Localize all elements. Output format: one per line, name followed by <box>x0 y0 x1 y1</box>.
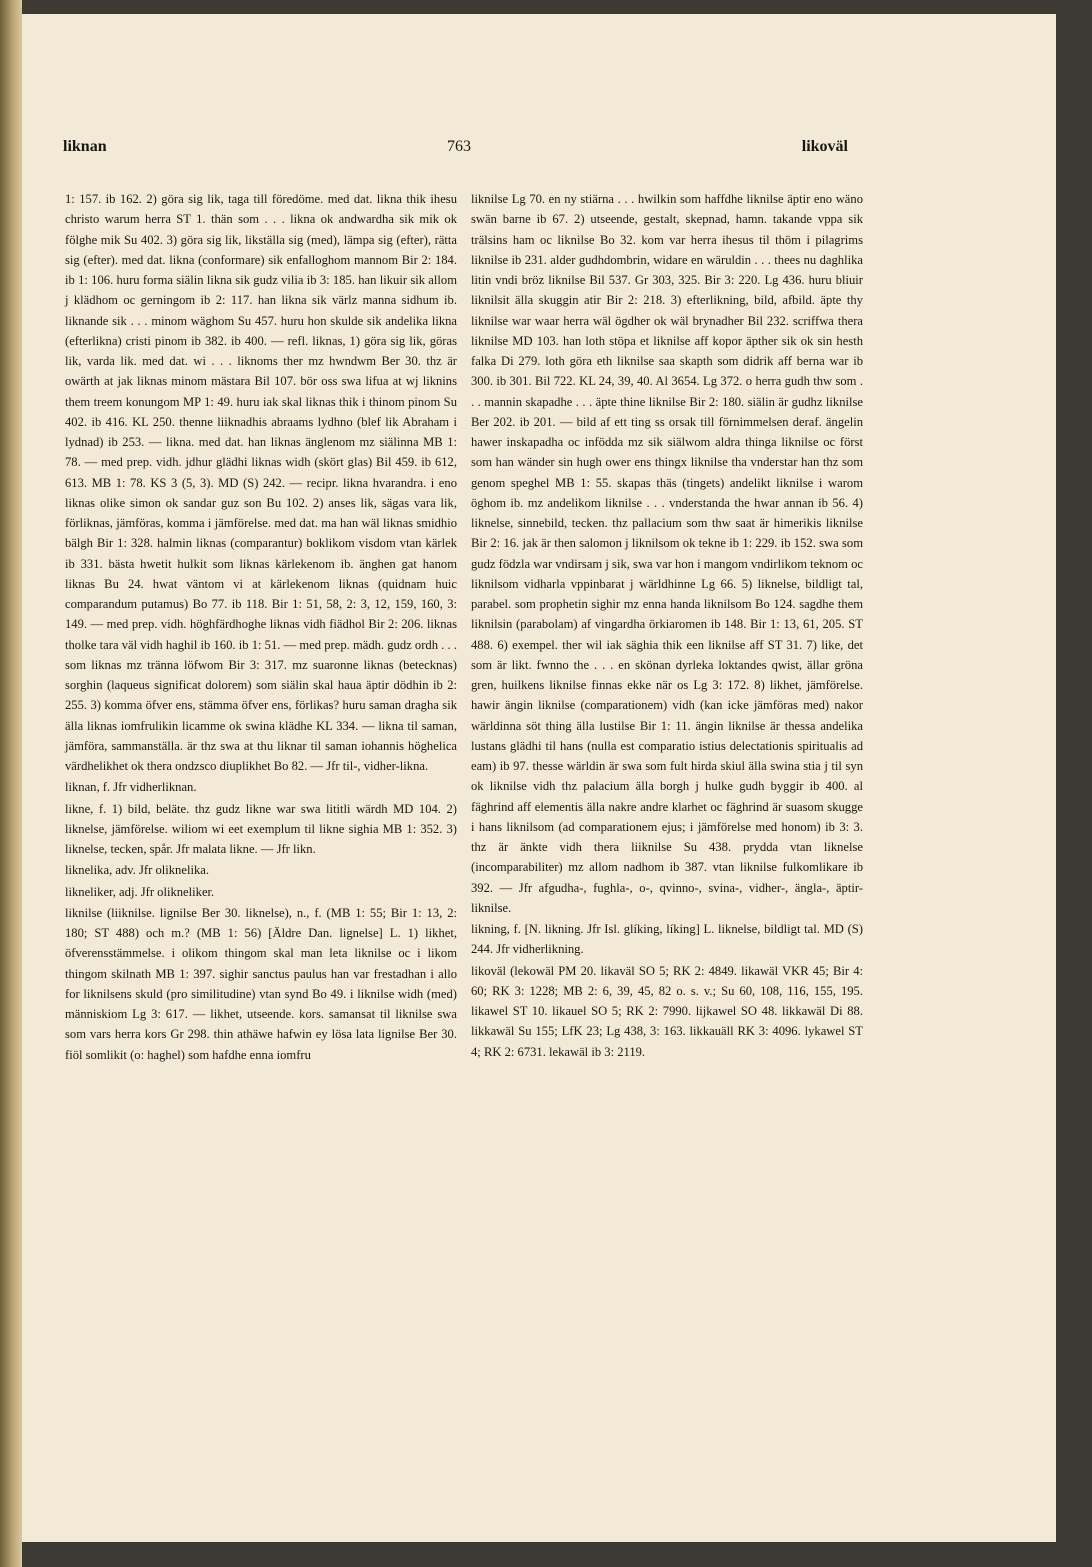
entry-continuation-liknilse: liknilse Lg 70. en ny stiärna . . . hwilkin som haffdhe liknilse äptir eno wäno swän barne ib 67. 2) utseende, gestalt, skepnad, hamn. takande vppa sik trälsins ham oc liknilse Bo 32. kom var herra ihesus til thöm i pilagrims liknilse ib 231. alder gudhdombrin, widare en wäruldin . . . thees nu daghlika litin vndi bröz liknilse Bil 537. Gr 303, 325. Bir 3: 220. Lg 436. huru bliuir liknilsit älla skuggin atir Bir 2: 218. 3) efterlikning, bild, afbild. äpte thy liknilse war waar herra wäl ögdher ok wäl brynadher Bil 232. scriffwa thera liknilse MD 103. han loth stöpa et liknilse aff kopor äpther sik ok sin hesth falka Di 279. loth göra eth liknilse saa skapth som didrik aff berna war ib 300. ib 301. Bil 722. KL 24, 39, 40. Al 3654. Lg 372. o herra gudh thw som . . . mannin skapadhe . . . äpte thine liknilse Bir 2: 180. siälin är gudhz liknilse Ber 202. ib 201. — bild af ett ting ss orsak till förnimmelsen deraf. ängelin hawer inskapadha oc infödda mz sik siälwom aldra thinga liknilse oc först som han wänder sin hugh ower ens thingx liknilse tha vnderstar han thz som genom speghel MB 1: 55. skapas thäs (tingets) andelikt liknilse i warom öghom ib. mz andelikom liknilse . . . vnderstanda the hwar annan ib 56. 4) liknelse, sinnebild, tecken. thz pallacium som thw saat är himerikis liknilse Bir 2: 16. jak är then salomon j liknilsom ok tekne ib 1: 229. ib 152. swa som gudz födzla war vndirsam j sik, swa var hon i mangom vndirlikom teknom oc liknilsom vidharla vppinbarat j wärldhinne Lg 66. 5) liknelse, bildligt tal, parabel. som prophetin sighir mz enna handa liknilsom Bo 124. sagdhe them liknilsin (parabolam) af vingardha örkiaromen ib 148. Bir 1: 13, 61, 205. ST 488. 6) exempel. ther wil iak säghia thik een liknilse aff ST 31. 7) like, det som är likt. fwnno the . . . en skönan dyrleka loktandes qwist, ällar gröna gren, huilkens liknilse finnas ekke när os Lg 3: 172. 8) likhet, jämförelse. hawir ängin liknilse (comparationem) vidh (kan icke jämföras med) nakor wärldinna söt thing älla lustilse Bir 1: 11. ängin liknilse är thessa andelika lustans glädhi til hans (nulla est comparatio istius delectationis spiritualis ad eam) ib 97. thesse wärldin är swa som fult hirda skiul älla swina stia j til syn ok liknilse vidh thz palacium älla borgh j hulke gudh byggir ib 400. al fäghrind aff elementis älla nakre andre klarhet oc fäghrind är suasom skugge i hans liknilsom (ad comparationem ejus; i jämförelse med honom) ib 3: 3. thz är änkte vidh thera liiknilse Su 438. prydda vtan liknelse (incomparabiliter) mz allom nadhom ib 387. vtan liknilse fulkomlikare ib 392. — Jfr afgudha-, fughla-, o-, qvinno-, svina-, vidher-, ängla-, äptir-liknilse. <box>471 192 863 915</box>
entry-liknilse: liknilse (liiknilse. lignilse Ber 30. liknelse), n., f. (MB 1: 55; Bir 1: 13, 2: 180; ST 488) och m.? (MB 1: 56) [Äldre Dan. lignelse] L. 1) likhet, öfverensstämmelse. i olikom thingom skal man leta liknilse oc i likom thingom skilnath MB 1: 397. sighir sanctus paulus han var frestadhan i allo for liknilsens skuld (pro similitudine) vtan synd Bo 49. i liknilse widh (med) människiom Lg 3: 617. — likhet, utseende. kors. samansat til liknilse swa som vars herra kors Gr 298. thin athäwe hafwin ey lösa lata lignilse Ber 30. fiöl somlikit (o: haghel) som hafdhe enna iomfru <box>65 905 457 1062</box>
entry-liknelika: liknelika, adv. Jfr oliknelika. <box>65 863 209 878</box>
binding-edge <box>0 0 22 1567</box>
right-running-headword: likoväl <box>801 138 848 155</box>
entry-liknan: liknan, f. Jfr vidherliknan. <box>65 780 197 795</box>
page-number: 763 <box>447 138 471 155</box>
right-column <box>471 189 863 1062</box>
entry-likneliker: likneliker, adj. Jfr olikneliker. <box>65 884 215 899</box>
page-header <box>22 138 1056 168</box>
entry-continuation-likna: 1: 157. ib 162. 2) göra sig lik, taga till föredöme. med dat. likna thik ihesu christo warum herra ST 1. thän som . . . likna ok andwardha sik mik ok fölghe mik Su 402. 3) göra sig lik, likställa sig (med), lämpa sig (efter), rätta sig (efter). med dat. likna (conformare) sik enfalloghom mannom Bir 2: 184. ib 1: 106. huru forma siälin likna sik gudz vilia ib 3: 185. han likuir sik allom j klädhom oc gerningom ib 2: 117. han likna sik värlz manna sidhum ib. liknande sik . . . minom wäghom Su 457. huru hon skulde sik andelika likna (efterlikna) cristi pinom ib 382. ib 400. — refl. liknas, 1) göra sig lik, göras lik, varda lik. med dat. wi . . . liknoms ther mz hwndwm Ber 30. thz är owärth at jak liknas minom mästara Bil 107. bör oss swa lifua at wj liknins them treem konungom MP 1: 49. huru iak skal liknas thik i thinom pinom Su 402. ib 416. KL 250. thenne liiknadhis abraams lydhno (blef lik Abraham i lydnad) ib 253. — likna. med dat. han liknas änglenom mz siälinna MB 1: 78. — med prep. vidh. jdhur glädhi liknas widh (skört glas) Bil 459. ib 612, 613. MB 1: 78. KS 3 (5, 3). MD (S) 242. — recipr. likna hvarandra. i eno liknas olike simon ok sandar guz son Bu 102. 2) anses lik, sägas vara lik, förliknas, jämföras, komma i jämförelse. med dat. ma han wäl liknas smidhio bälgh Bir 1: 328. halmin liknas (comparantur) boklikom visdom vtan kärlek ib 331. bästa hwetit hulkit som liknas kärlekenom ib. änghen gat hanom liknas Bu 24. hwat väntom vi at kärlekenom liknas (quidnam huic comparandum putamus) Bo 77. ib 118. Bir 1: 51, 58, 2: 3, 12, 159, 160, 3: 149. — med prep. vidh. höghfärdhoghe liknas vidh fiädhol Bir 2: 206. liknas tholke tara väl vidh haghil ib 160. ib 1: 51. — med prep. mädh. gudz ordh . . . som liknas mz tränna löfwom Bir 3: 317. mz suaronne liknas (betecknas) sorghin (laqueus significat dolorem) som siälin skal haua äptir dödhin ib 2: 255. 3) komma öfver ens, stämma öfver ens, förlikas? huru saman dragha sik älla liknas iomfrulikin licamme ok swina klädhe KL 334. — likna til saman, jämföra, sammanställa. är thz swa at thu liknar til saman iohannis höghelica värdhelikhet ok thera ondzsco diuplikhet Bo 82. — Jfr til-, vidher-likna. <box>65 192 457 773</box>
entry-likne: likne, f. 1) bild, beläte. thz gudz likne war swa lititli wärdh MD 104. 2) liknelse, jämförelse. wiliom wi eet exemplum til likne sighia MB 1: 352. 3) liknelse, tecken, spår. Jfr malata likne. — Jfr likn. <box>65 801 457 856</box>
entry-likning: likning, f. [N. likning. Jfr Isl. glíking, líking] L. liknelse, bildligt tal. MD (S) 244. Jfr vidherlikning. <box>471 922 863 957</box>
left-column <box>65 189 457 1065</box>
dictionary-page <box>22 14 1056 1542</box>
entry-likoval: likoväl (lekowäl PM 20. likaväl SO 5; RK 2: 4849. likawäl VKR 45; Bir 4: 60; RK 3: 1228; MB 2: 6, 39, 45, 82 o. s. v.; Su 60, 108, 116, 155, 195. likawel ST 10. likauel SO 5; RK 2: 7990. lijkawel SO 48. likkawäl Di 88. likkawäl Su 155; LfK 23; Lg 438, 3: 163. likkauäll RK 3: 4096. lykawel ST 4; RK 2: 6731. lekawäl ib 3: 2119. <box>471 963 863 1059</box>
left-running-headword: liknan <box>63 138 107 155</box>
